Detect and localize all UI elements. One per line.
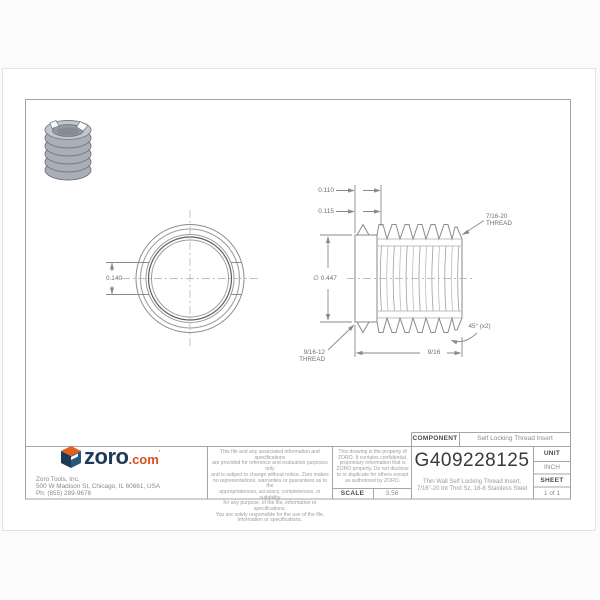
company-street: 500 W Madison St, Chicago, IL 60661, USA [36,483,161,490]
company-name: Zoro Tools, Inc. [36,476,80,483]
external-thread-callout [293,349,325,363]
logo-wordmark: zoro [84,444,129,469]
part-description-line2: 7/16"-20 Int Thrd Sz, 18-8 Stainless Steel [416,485,528,492]
external-thread-word: THREAD [299,356,325,363]
part-number: G409228125 [414,450,530,471]
unit-value: INCH [544,464,560,471]
dim-end-1: 0.110 [318,187,334,194]
dim-length: 9/16 [427,348,441,356]
internal-thread-size: 7/16-20 [486,212,508,220]
logo-suffix: .com [128,452,159,467]
sheet-label: SHEET [540,477,564,484]
component-value: Self Locking Thread Insert [477,435,553,442]
property-disclaimer: This drawing is the property of ZORO. It contains confidential, proprietary information that is ZORO property. Do not disclose to or duplicate for others except as authorized by ZORO. [336,448,409,483]
dim-wall-thickness: 0.140 [105,275,123,282]
unit-label: UNIT [543,450,561,457]
zoro-logo [61,446,160,468]
front-view-centerlines [122,210,258,347]
dim-end-geometry [336,185,381,233]
company-address-block [36,476,160,497]
logo-trademark-tick: ' [158,449,161,458]
file-disclaimer: This file and any associated information and specifications are provided for reference and evaluation purposes only and is subject to change without notice. Zoro makes no representations, warranties or guarantees as to the appropriateness, accuracy, completeness, or suitability for any purpose, of the file, information or specifications. You are solely responsible for the use of the file, information or specifications. [211,447,329,523]
dim-end-2: 0.115 [318,208,334,215]
internal-thread-word: THREAD [486,219,512,227]
scale-value: 3.56 [385,490,399,497]
zoro-cube-icon [61,446,81,468]
external-thread-size: 9/16-12 [303,349,325,356]
internal-thread-callout [486,213,512,227]
dim-diameter: ∅ 0.447 [313,274,337,282]
company-phone: Ph: (855) 289-9676 [36,490,92,497]
component-label: COMPONENT [412,435,458,442]
chamfer-note: 45° (x2) [468,323,491,330]
part-description-line1: Thin Wall Self Locking Thread Insert, [422,478,522,485]
sheet-value: 1 of 1 [543,489,561,497]
scale-label: SCALE [340,490,365,497]
